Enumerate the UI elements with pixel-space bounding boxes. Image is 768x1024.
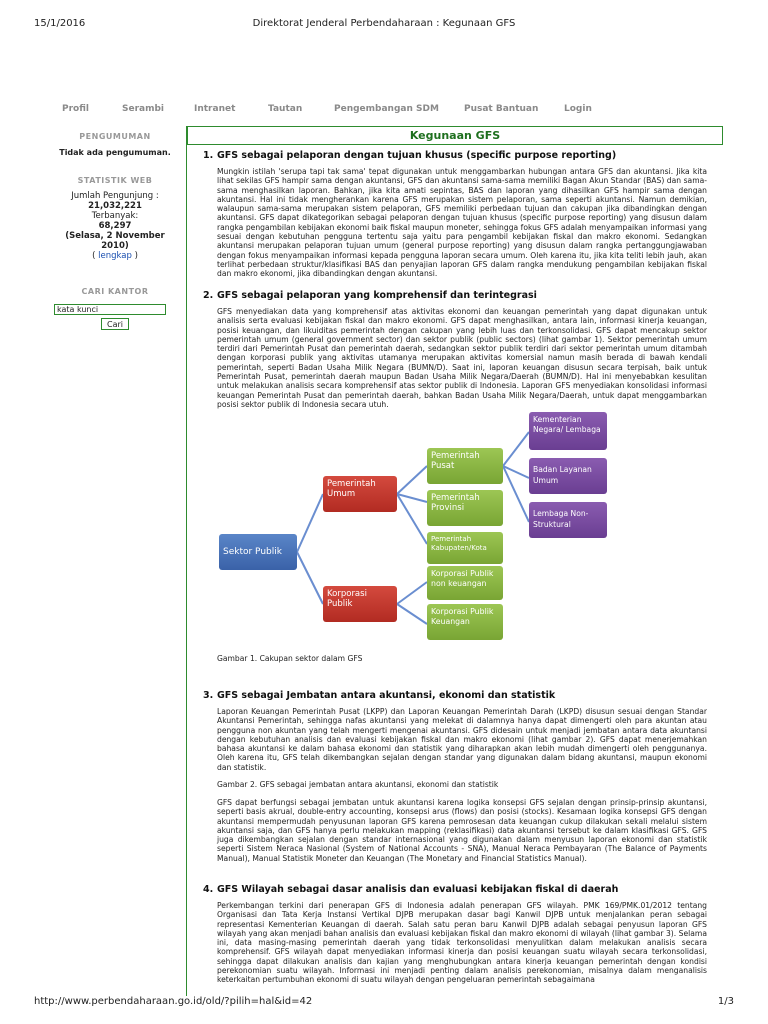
connector-pusat-kementerian — [503, 432, 529, 466]
print-header — [34, 18, 734, 32]
sidebar — [50, 128, 180, 330]
section-2-text: GFS menyediakan data yang komprehensif atas aktivitas ekonomi dan keuangan pemerintah yang dapat digunakan untuk analisis serta evaluasi kebijakan fiskal dan makro ekonomi. GFS dapat menghasilkan, antara lain, informasi kinerja keuangan, posisi keuangan, dan likuiditas pemerintah dengan cakupan yang lebih luas dan terkonsolidasi. GFS dapat mencakup sektor pemerintah umum (general government sector) dan sektor publik (public sectors) (lihat gambar 1). Sektor pemerintah umum terdiri dari Pemerintah Pusat dan pemerintah daerah, sedangkan sektor publik terdiri dari sektor pemerintah umum ditambah dengan korporasi publik yang aktivitas utamanya merupakan aktivitas komersial namun masih berada di bawah kendali pemerintah, seperti Badan Usaha Milik Negara (BUMN/D). Saat ini, laporan keuangan disusun secara terpisah, baik untuk Pemerintah Pusat, pemerintah daerah maupun Badan Usaha Milik Negara/Daerah (BUMN/D). Hal ini menyebabkan kesulitan untuk melakukan analisis secara komprehensif atas sektor publik di Indonesia. Laporan GFS menyediakan konsolidasi informasi keuangan Pemerintah Pusat dan pemerintah daerah, bahkan Badan Usaha Milik Negara/Daerah, untuk dapat menggambarkan posisi sektor publik di Indonesia secara utuh. — [217, 307, 707, 409]
announcements-text: Tidak ada pengumuman. — [59, 148, 171, 157]
box-pemerintah-umum: Pemerintah Umum — [323, 476, 397, 512]
box-pemerintah-kabupaten: Pemerintah Kabupaten/Kota — [427, 532, 503, 564]
more-stats: ( lengkap ) — [92, 251, 138, 261]
nav-intranet[interactable]: Intranet — [194, 104, 236, 114]
box-korporasi-keuangan: Korporasi Publik Keuangan — [427, 604, 503, 640]
box-lembaga-non-struktural: Lembaga Non-Struktural — [529, 502, 607, 538]
box-sektor-publik: Sektor Publik — [219, 534, 297, 570]
main-content — [186, 126, 723, 996]
connector-pusat-lns — [503, 466, 529, 522]
stats-heading: STATISTIK WEB — [77, 176, 153, 185]
box-pemerintah-provinsi: Pemerintah Provinsi — [427, 490, 503, 526]
print-url: http://www.perbendaharaan.go.id/old/?pilih=hal&id=42 — [34, 996, 313, 1007]
section-1-text: Mungkin istilah 'serupa tapi tak sama' tepat digunakan untuk menggambarkan hubungan antara GFS dan akuntansi. Jika kita lihat sekilas GFS hampir sama dengan akuntansi, GFS dan akuntansi sama-sama memiliki Bagan Akun Standar (BAS) dan sama-sama menghasilkan laporan. Bahkan, jika kita amati sepintas, BAS dan laporan yang dihasilkan GFS hampir sama dengan akuntansi. Hal ini tidak mengherankan karena GFS merupakan sistem pelaporan, sama seperti akuntansi. Namun demikian, walaupun sama-sama merupakan sistem pelaporan, GFS memiliki perbedaan tujuan dan cakupan jika dibandingkan dengan akuntansi. GFS dapat dikategorikan sebagai pelaporan dengan tujuan khusus (specific purpose reporting) yang disusun dalam rangka pengambilan kebijakan ekonomi baik fiskal maupun moneter, sehingga fokus GFS adalah menyampaikan informasi yang sesuai dengan kebutuhan pengguna tertentu saja yaitu para pengambil kebijakan fiskal dan makro ekonomi. Sedangkan akuntansi merupakan pelaporan tujuan umum (general purpose reporting) yang disusun dalam rangka pertanggungjawaban dengan fokus menyampaikan informasi kepada pengguna laporan secara umum. Oleh karena itu, jika kita teliti lebih jauh, akan terlihat perbedaan struktur/klasifikasi BAS dan penyajian laporan GFS dalam rangka mendukung pengambilan kebijakan fiskal dan makro ekonomi, jika dibandingkan dengan akuntansi. — [217, 167, 707, 279]
print-footer — [34, 996, 734, 1010]
section-3-text-2: GFS dapat berfungsi sebagai jembatan untuk akuntansi karena logika konsepsi GFS sejalan dengan prinsip-prinsip akuntansi, seperti basis akrual, double-entry accounting, konsepsi arus (flows) dan posisi (stocks). Kesamaan logika konsepsi GFS dengan akuntansi mempermudah penyusunan laporan GFS karena pemrosesan data keuangan cukup dilakukan sekali melalui sistem akuntansi saja, dan GFS hanya perlu melakukan mapping (reklasifikasi) data akuntansi tersebut ke dalam klasifikasi GFS. GFS juga dikembangkan sejalan dengan standar internasional yang digunakan dalam menyusun laporan ekonomi dan statistik seperti Sistem Neraca Nasional (System of National Accounts - SNA), Manual Neraca Pembayaran (The Balance of Payments Manual), Manual Statistik Moneter dan Keuangan (The Monetary and Financial Statistics Manual). — [217, 798, 707, 863]
box-badan-layanan-umum: Badan Layanan Umum — [529, 458, 607, 494]
box-kementerian-negara: Kementerian Negara/ Lembaga — [529, 412, 607, 450]
connector-root-korporasi — [297, 552, 323, 604]
visitors-label: Jumlah Pengunjung : — [71, 191, 159, 201]
box-korporasi-nonkeuangan: Korporasi Publik non keuangan — [427, 566, 503, 600]
connector-root-umum — [297, 494, 323, 552]
section-2-heading: 2. GFS sebagai pelaporan yang komprehensif dan terintegrasi — [203, 290, 537, 301]
box-pemerintah-pusat: Pemerintah Pusat — [427, 448, 503, 484]
search-button[interactable]: Cari — [101, 318, 129, 330]
announcements-heading: PENGUMUMAN — [79, 132, 151, 141]
visitors-value: 21,032,221 — [88, 201, 142, 211]
section-1-heading: 1. GFS sebagai pelaporan dengan tujuan khusus (specific purpose reporting) — [203, 150, 617, 161]
section-4-text: Perkembangan terkini dari penerapan GFS di Indonesia adalah penerapan GFS wilayah. PMK 169/PMK.01/2012 tentang Organisasi dan Tata Kerja Instansi Vertikal DJPB merupakan dasar bagi Kanwil DJPB untuk menjalankan peran sebagai representasi Kementerian Keuangan di daerah. Salah satu peran baru Kanwil DJPB adalah sebagai penyusun laporan GFS wilayah yang akan menjadi bahan analisis dan evaluasi kebijakan fiskal dan makro ekonomi di wilayah (lihat gambar 3). Selama ini, data masing-masing pemerintah daerah yang tidak terkonsolidasi menyulitkan dalam melakukan analisis secara komprehensif. GFS wilayah dapat menyediakan informasi kinerja dan posisi keuangan suatu wilayah secara terkonsolidasi, sehingga dapat dilakukan analisis dan kajian yang menghubungkan antara kinerja keuangan pemerintah dengan kondisi perekonomian suatu wilayah. Informasi ini menjadi penting dalam analisis perekonomian, misalnya dalam menganalisis keterkaitan pertumbuhan ekonomi di suatu wilayah dengan pengeluaran pemerintah sebagaimana — [217, 901, 707, 985]
print-date: 15/1/2016 — [34, 18, 86, 29]
figure-1-caption: Gambar 1. Cakupan sektor dalam GFS — [217, 654, 363, 663]
peak-label: Terbanyak: — [91, 211, 139, 221]
box-korporasi-publik: Korporasi Publik — [323, 586, 397, 622]
office-search-input[interactable] — [54, 304, 166, 315]
nav-pusat-bantuan[interactable]: Pusat Bantuan — [464, 104, 539, 114]
section-3-heading: 3. GFS sebagai Jembatan antara akuntansi, ekonomi dan statistik — [203, 690, 556, 701]
connector-korporasi-keu — [397, 604, 427, 624]
page-title: Kegunaan GFS — [187, 126, 723, 145]
sector-diagram — [217, 406, 617, 652]
search-heading: CARI KANTOR — [81, 287, 149, 296]
section-3-text: Laporan Keuangan Pemerintah Pusat (LKPP) dan Laporan Keuangan Pemerintah Darah (LKPD) disusun sesuai dengan Standar Akuntansi Pemerintah, sehingga nafas akuntansi yang melekat di dalamnya hanya dapat dimengerti oleh para akuntan atau pengguna non akuntan yang telah mengerti mengenai akuntansi. GFS didesain untuk menjadi jembatan antara data akuntansi dengan kebutuhan analisis dan evaluasi kebijakan fiskal dan makro ekonomi (lihat gambar 2). GFS dapat menerjemahkan bahasa akuntansi ke dalam bahasa ekonomi dan statistik yang diharapkan akan lebih mudah dimengerti oleh penggunanya. Oleh karena itu, GFS telah dikembangkan sejalan dengan standar yang digunakan dalam bidang akuntansi, maupun ekonomi dan statistik. — [217, 707, 707, 772]
print-title: Direktorat Jenderal Perbendaharaan : Kegunaan GFS — [252, 18, 516, 29]
print-page-number: 1/3 — [717, 996, 734, 1007]
section-4-heading: 4. GFS Wilayah sebagai dasar analisis dan evaluasi kebijakan fiskal di daerah — [203, 884, 619, 895]
nav-serambi[interactable]: Serambi — [122, 104, 165, 114]
more-stats-link[interactable]: lengkap — [98, 251, 132, 261]
peak-date: (Selasa, 2 November 2010) — [65, 231, 165, 251]
figure-2-caption: Gambar 2. GFS sebagai jembatan antara akuntansi, ekonomi dan statistik — [217, 780, 499, 789]
connector-korporasi-nonkeu — [397, 582, 427, 604]
nav-profil[interactable]: Profil — [62, 104, 89, 114]
top-nav — [60, 104, 620, 118]
connector-umum-pusat — [397, 466, 427, 494]
nav-tautan[interactable]: Tautan — [268, 104, 303, 114]
nav-login[interactable]: Login — [564, 104, 592, 114]
nav-pengembangan-sdm[interactable]: Pengembangan SDM — [334, 104, 439, 114]
peak-value: 68,297 — [98, 221, 132, 231]
